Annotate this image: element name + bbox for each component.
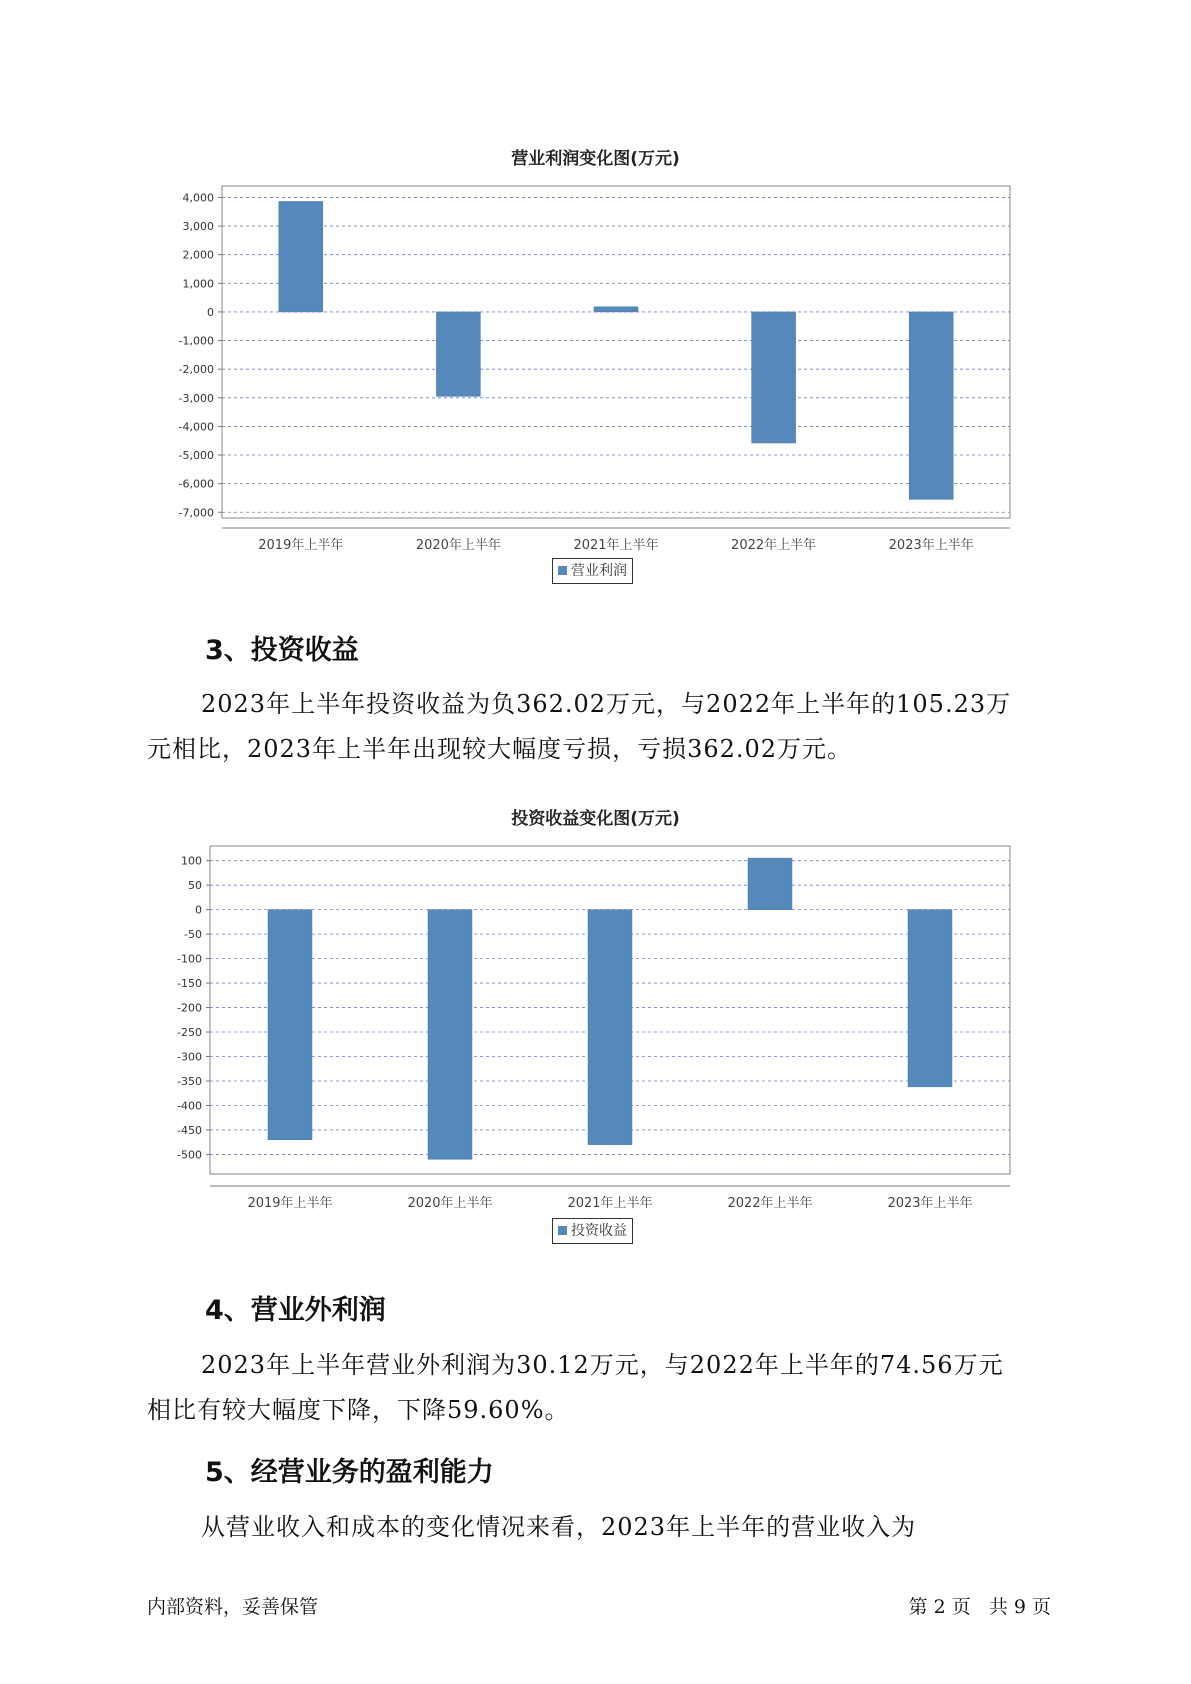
section-5-heading: 5、经营业务的盈利能力	[205, 1457, 494, 1488]
bar	[908, 910, 952, 1087]
footer-page-number: 第 2 页 共 9 页	[908, 1596, 1051, 1618]
x-tick-label: 2019年上半年	[247, 1196, 333, 1211]
y-tick-label: -4,000	[178, 420, 214, 434]
chart1-legend-label: 营业利润	[571, 563, 627, 579]
x-tick-label: 2021年上半年	[573, 538, 659, 553]
section-3-line-1: 2023年上半年投资收益为负362.02万元，与2022年上半年的105.23万	[201, 690, 1012, 718]
chart1-title: 营业利润变化图(万元)	[511, 149, 680, 169]
x-tick-label: 2023年上半年	[887, 1196, 973, 1211]
chart2-legend	[552, 1218, 633, 1244]
section-5-line-1: 从营业收入和成本的变化情况来看，2023年上半年的营业收入为	[201, 1513, 917, 1541]
y-tick-label: -200	[177, 1001, 202, 1015]
y-tick-label: -150	[177, 977, 202, 991]
footer-left: 内部资料，妥善保管	[147, 1596, 319, 1618]
y-tick-label: -300	[177, 1050, 202, 1064]
chart2-legend-label: 投资收益	[571, 1223, 627, 1239]
y-tick-label: 1,000	[182, 277, 214, 291]
bar	[428, 910, 472, 1160]
section-4-heading: 4、营业外利润	[205, 1295, 386, 1326]
y-tick-label: 2,000	[182, 248, 214, 262]
bar	[588, 910, 632, 1145]
section-5-paragraph	[147, 1505, 1047, 1550]
x-tick-label: 2021年上半年	[567, 1196, 653, 1211]
x-tick-label: 2022年上半年	[731, 538, 817, 553]
y-tick-label: -50	[184, 928, 202, 942]
section-4-paragraph	[147, 1343, 1047, 1433]
y-tick-label: 3,000	[182, 220, 214, 234]
y-tick-label: -400	[177, 1099, 202, 1113]
y-tick-label: 50	[188, 879, 202, 893]
y-tick-label: 0	[207, 305, 214, 319]
y-tick-label: -3,000	[178, 391, 214, 405]
y-tick-label: -450	[177, 1123, 202, 1137]
legend-swatch	[558, 1226, 567, 1235]
chart2-title: 投资收益变化图(万元)	[511, 809, 680, 829]
x-tick-label: 2023年上半年	[888, 538, 974, 553]
section-3-line-2: 元相比，2023年上半年出现较大幅度亏损，亏损362.02万元。	[147, 735, 853, 763]
y-tick-label: 4,000	[182, 191, 214, 205]
x-tick-label: 2020年上半年	[407, 1196, 493, 1211]
y-tick-label: 100	[181, 854, 202, 868]
x-tick-label: 2020年上半年	[415, 538, 501, 553]
y-tick-label: -2,000	[178, 363, 214, 377]
y-tick-label: -7,000	[178, 506, 214, 520]
y-tick-label: -500	[177, 1148, 202, 1162]
y-tick-label: -1,000	[178, 334, 214, 348]
bar	[268, 910, 312, 1140]
y-tick-label: -5,000	[178, 449, 214, 463]
y-tick-label: -350	[177, 1074, 202, 1088]
y-tick-label: -250	[177, 1026, 202, 1040]
y-tick-label: 0	[195, 903, 202, 917]
section-4-line-2: 相比有较大幅度下降，下降59.60%。	[147, 1396, 570, 1424]
x-tick-label: 2022年上半年	[727, 1196, 813, 1211]
section-4-line-1: 2023年上半年营业外利润为30.12万元，与2022年上半年的74.56万元	[201, 1351, 1004, 1379]
x-tick-label: 2019年上半年	[258, 538, 344, 553]
bar	[748, 858, 792, 910]
y-tick-label: -100	[177, 952, 202, 966]
section-3-heading: 3、投资收益	[205, 635, 359, 666]
y-tick-label: -6,000	[178, 477, 214, 491]
